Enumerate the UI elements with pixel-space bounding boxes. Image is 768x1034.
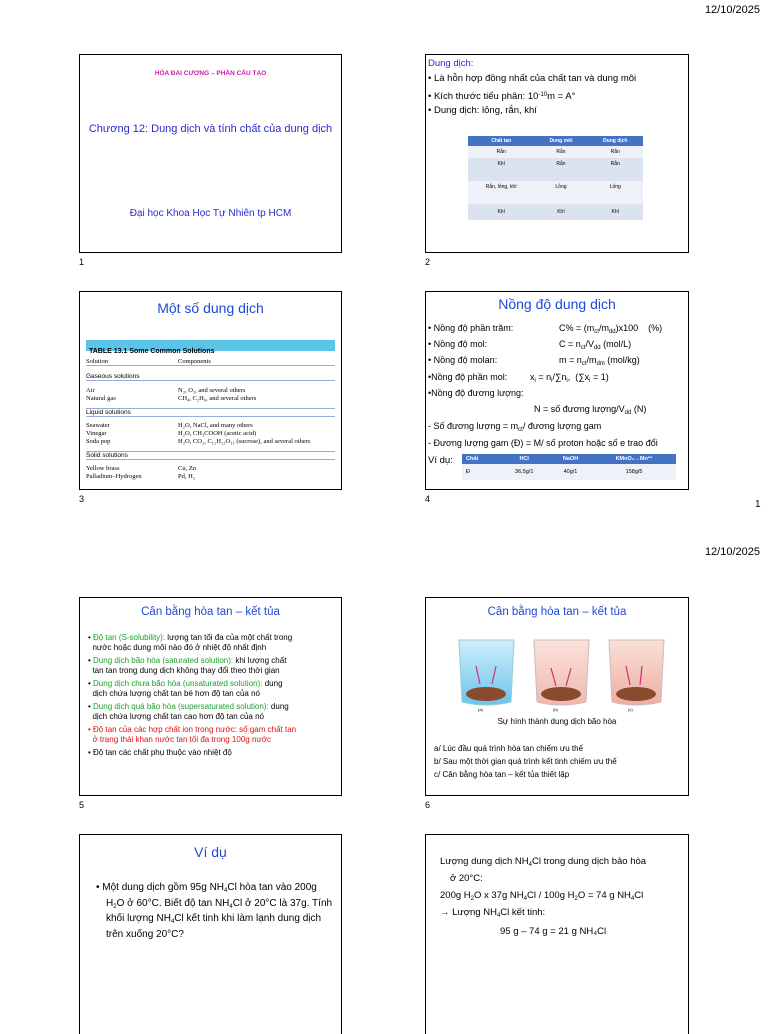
table-header: HCl (500, 454, 549, 464)
table-header: NaOH (549, 454, 592, 464)
table-row (86, 438, 335, 445)
cell: H₂O, CH₃COOH (acetic acid) (178, 430, 257, 437)
table-cell: Rắn (468, 146, 534, 158)
table-row (86, 387, 335, 394)
label-a: (a) (478, 707, 483, 712)
table-cell: Rắn (534, 158, 587, 181)
slide-title: Nồng độ dung dịch (498, 296, 616, 312)
table-row (468, 146, 643, 158)
table-row (468, 204, 643, 220)
list-item: • Độ tan của các hợp chất ion trong nước: số gam chất tan ở trạng thái khan nước tan tối đa trong 100g nước (88, 725, 297, 744)
label-c: (c) (628, 707, 633, 712)
table-header: Dung môi (534, 136, 587, 146)
cell: Seawater (86, 422, 110, 429)
formula: - Số đương lượng = $m_{ct}/$ đương lượng gam (428, 421, 602, 433)
solution-text: Lượng dung dịch $NH_4Cl$ trong dung dịch bảo hòa ở 20°C: 200g $H_2O$ x 37g $NH_4Cl / 100g$ $H_2O = 74$ g $NH_4Cl$ → Lượng $NH_4Cl$ kết tinh: 95 g – 74 g = 21 g NH₄Cl (440, 855, 685, 938)
section-gaseous: Gaseous solutions (86, 373, 335, 381)
note-b: b/ Sau một thời gian quá trình kết tinh chiếm ưu thế (434, 757, 617, 766)
formula-percent: • Nồng độ phần trăm: (428, 323, 514, 333)
table-cell: 40g/1 (549, 464, 592, 480)
cell: H₂O, NaCl, and many others (178, 422, 253, 429)
page-number: 1 (755, 499, 761, 510)
section-liquid: Liquid solutions (86, 408, 335, 417)
formula: - Đương lượng gam (Đ) = M/ số proton hoặc số e trao đổi (428, 438, 658, 448)
list-item: • Dung dịch bão hòa (saturated solution): khi lượng chất tan tan trong dung dịch không thay đổi theo thời gian (88, 656, 287, 675)
chapter-title: Chương 12: Dung dịch và tính chất của dung dịch (88, 123, 333, 135)
list-item: • Độ tan (S-solubility): lượng tan tối đa của một chất trong nước hoặc dung môi nào đó ở nhiệt độ nhất định (88, 633, 293, 652)
bullet: • Dung dịch: lỏng, rắn, khí (428, 105, 537, 116)
list-item: • Dung dịch quá bão hòa (supersaturated solution): dung dịch chứa lượng chất tan cao hơn độ tan của nó (88, 702, 289, 721)
equivalent-table (462, 454, 676, 480)
slide-6 (425, 597, 689, 796)
cell: Vinegar (86, 430, 107, 437)
slide-2 (425, 54, 689, 253)
formula: $x_i = n_i/\sum n_i$, $(\sum x_i = 1)$ (530, 372, 609, 384)
formula: $C = n_{ct}/V_{dd}$ (mol/L) (559, 339, 632, 351)
formula: $m = n_{ct}/m_{dm}$ (mol/kg) (559, 355, 640, 367)
list-item: • Dung dịch chưa bão hòa (unsaturated solution): dung dịch chứa lượng chất tan bé hơn độ tan của nó (88, 679, 283, 698)
table-cell: Khí (588, 204, 643, 220)
slide-number: 1 (79, 257, 85, 267)
slide-title: Cân bằng hòa tan – kết tủa (487, 606, 627, 618)
note-a: a/ Lúc đầu quá trình hòa tan chiếm ưu thế (434, 744, 584, 753)
page-date: 12/10/2025 (704, 4, 760, 16)
slide-number: 5 (79, 800, 85, 810)
formula-molefrac: •Nồng độ phần mol: (428, 372, 508, 382)
slide-heading: Dung dịch: (428, 58, 474, 69)
slide-number: 3 (79, 494, 85, 504)
bullet: • Là hỗn hợp đồng nhất của chất tan và dung môi (428, 73, 637, 84)
slide-title: Cân bằng hòa tan – kết tủa (141, 606, 280, 618)
table-cell: 36,5g/1 (500, 464, 549, 480)
table-row (462, 464, 676, 480)
table-row (468, 158, 643, 181)
formula-normality: •Nồng độ đương lượng: (428, 388, 524, 398)
note-c: c/ Cân bằng hòa tan – kết tủa thiết lập (434, 770, 570, 779)
table-cell: 158g/5 (592, 464, 676, 480)
slide-title: Ví dụ (194, 844, 227, 860)
beakers-illustration (454, 636, 669, 708)
beaker-a-icon (459, 640, 514, 705)
cell: CH₄, C₂H₆, and several others (178, 395, 257, 402)
formula-molar: • Nồng độ mol: (428, 339, 488, 349)
table-header: Chất (462, 454, 500, 464)
beaker-c-icon (609, 640, 664, 705)
example-text: • Một dung dịch gồm 95g $NH_4Cl$ hòa tan vào 200g $H_2O$ ở 60°C. Biết độ $\tan NH_4Cl$ ở 20°C là 37g. Tính khối lượng $NH_4Cl$ kết tinh khi làm lạnh dung dịch trên xuống 20°C? (96, 882, 333, 940)
course-title: HÓA ĐẠI CƯƠNG – PHẦN CẤU TẠO (154, 70, 267, 77)
section-solid: Solid solutions (86, 451, 335, 460)
beaker-b-icon (534, 640, 589, 705)
table-cell: Lỏng (588, 181, 643, 204)
table-cell: Rắn (588, 158, 643, 181)
slide-3 (79, 291, 342, 490)
school-name: Đại học Khoa Học Tự Nhiên tp HCM (129, 208, 292, 219)
figure-caption: Sự hình thành dung dịch bão hòa (497, 717, 617, 726)
table-header: Chất tan (468, 136, 534, 146)
bullet: • Kích thước tiểu phân: $10^{-10}m = A^\circ$ (428, 91, 576, 102)
slide-4 (425, 291, 689, 490)
table-row (468, 181, 643, 204)
cell: H₂O, CO₂, C₁₂H₂₂O₁₁ (sucrose), and several others (178, 438, 311, 445)
table-cell: Khí (534, 204, 587, 220)
table-header: Dung dịch (588, 136, 643, 146)
slide-number: 2 (425, 257, 431, 267)
formula: $C\% = (m_{ct}/m_{dd})x100$ (%) (559, 323, 663, 335)
table-cell: Rắn, lỏng, khí (468, 181, 534, 204)
cell: Natural gas (86, 395, 116, 402)
slide-7 (79, 834, 342, 1034)
table-cell: Rắn (588, 146, 643, 158)
page-date: 12/10/2025 (704, 546, 760, 558)
cell: Yellow brass (86, 465, 120, 472)
result-line: 95 g – 74 g = 21 g NH₄Cl (500, 926, 607, 937)
example-label: Ví dụ: (428, 455, 453, 466)
table-row (86, 465, 335, 472)
formula: N = số đương lượng/$V_{dd}$ (N) (534, 404, 647, 416)
table-cell: Khí (468, 204, 534, 220)
slide-8 (425, 834, 689, 1034)
formula-molal: • Nồng độ molan: (428, 355, 498, 365)
table-cell: Khí (468, 158, 534, 181)
table-title: TABLE 13.1 Some Common Solutions (89, 348, 215, 355)
cell: Pd, H₂ (178, 473, 196, 480)
slide-5 (79, 597, 342, 796)
bullet-list (88, 633, 338, 758)
list-item: • Độ tan các chất phụ thuộc vào nhiệt độ (88, 748, 232, 757)
table-header-row (86, 358, 335, 366)
cell: Palladium–Hydrogen (86, 473, 142, 480)
table-cell: Đ (462, 464, 500, 480)
table-header: KMnO₄→Mn²⁺ (592, 454, 676, 464)
table-row (86, 395, 335, 402)
col-components: Components (178, 358, 211, 365)
table-cell: Lỏng (534, 181, 587, 204)
cell: Air (86, 387, 95, 394)
cell: Soda pop (86, 438, 111, 445)
solution-types-table (468, 136, 643, 220)
table-row (86, 430, 335, 437)
table-row (86, 422, 335, 429)
table-title-bar (86, 340, 335, 355)
cell: N₂, O₂, and several others (178, 387, 246, 394)
slide-title: Một số dung dịch (157, 300, 264, 316)
slide-1 (79, 54, 342, 253)
slide-number: 6 (425, 800, 431, 810)
col-solution: Solution (86, 358, 109, 365)
table-cell: Rắn (534, 146, 587, 158)
slide-number: 4 (425, 494, 431, 504)
label-b: (b) (553, 707, 558, 712)
table-row (86, 473, 335, 480)
cell: Cu, Zn (178, 465, 197, 472)
